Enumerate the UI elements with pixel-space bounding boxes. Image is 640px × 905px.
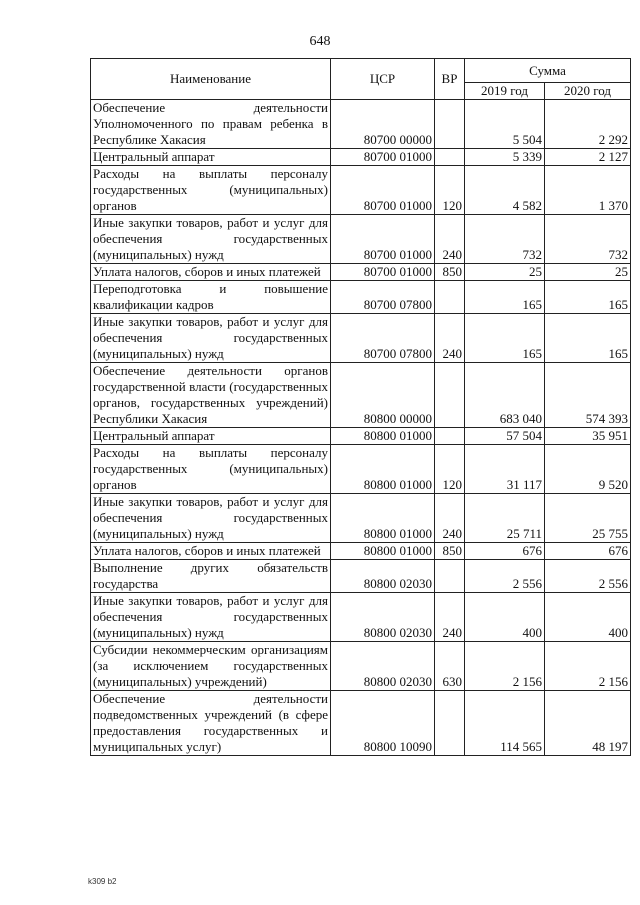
row-name: Расходы на выплаты персоналу государственных (муниципальных) органов — [91, 166, 331, 215]
row-2020: 2 127 — [545, 149, 631, 166]
row-name: Центральный аппарат — [91, 149, 331, 166]
row-2020: 2 556 — [545, 560, 631, 593]
row-2019: 732 — [465, 215, 545, 264]
table-row — [91, 264, 631, 281]
row-name: Переподготовка и повышение квалификации кадров — [91, 281, 331, 314]
table-row — [91, 166, 631, 215]
row-2020: 732 — [545, 215, 631, 264]
row-2020: 165 — [545, 314, 631, 363]
row-name: Обеспечение деятельности органов государственной власти (государственных органов, государственных учреждений) Республики Хакасия — [91, 363, 331, 428]
row-csr: 80700 07800 — [331, 314, 435, 363]
row-vr: 630 — [435, 642, 465, 691]
row-2020: 2 292 — [545, 100, 631, 149]
header-csr: ЦСР — [331, 59, 435, 100]
row-2019: 165 — [465, 314, 545, 363]
row-2019: 683 040 — [465, 363, 545, 428]
row-name: Иные закупки товаров, работ и услуг для обеспечения государственных (муниципальных) нужд — [91, 215, 331, 264]
table-row — [91, 281, 631, 314]
row-2019: 400 — [465, 593, 545, 642]
table-row — [91, 215, 631, 264]
row-2019: 114 565 — [465, 691, 545, 756]
header-name: Наименование — [91, 59, 331, 100]
row-csr: 80800 10090 — [331, 691, 435, 756]
row-2020: 400 — [545, 593, 631, 642]
row-csr: 80800 02030 — [331, 560, 435, 593]
header-year-2019: 2019 год — [465, 83, 545, 100]
row-2019: 25 711 — [465, 494, 545, 543]
row-2019: 5 504 — [465, 100, 545, 149]
row-csr: 80700 07800 — [331, 281, 435, 314]
table-row — [91, 428, 631, 445]
row-csr: 80700 01000 — [331, 215, 435, 264]
row-vr: 240 — [435, 593, 465, 642]
page-number: 648 — [309, 34, 331, 49]
row-vr: 120 — [435, 166, 465, 215]
table-row — [91, 642, 631, 691]
row-2019: 25 — [465, 264, 545, 281]
row-vr: 240 — [435, 494, 465, 543]
row-vr: 850 — [435, 264, 465, 281]
table-row — [91, 314, 631, 363]
row-2020: 25 — [545, 264, 631, 281]
row-2019: 57 504 — [465, 428, 545, 445]
header-sum: Сумма — [465, 59, 631, 83]
row-vr — [435, 149, 465, 166]
table-row — [91, 445, 631, 494]
row-name: Обеспечение деятельности Уполномоченного по правам ребенка в Республике Хакасия — [91, 100, 331, 149]
row-2020: 1 370 — [545, 166, 631, 215]
row-2020: 48 197 — [545, 691, 631, 756]
header-year-2020: 2020 год — [545, 83, 631, 100]
row-name: Уплата налогов, сборов и иных платежей — [91, 543, 331, 560]
row-2020: 165 — [545, 281, 631, 314]
row-vr: 850 — [435, 543, 465, 560]
row-2020: 676 — [545, 543, 631, 560]
row-name: Иные закупки товаров, работ и услуг для обеспечения государственных (муниципальных) нужд — [91, 593, 331, 642]
table-row — [91, 543, 631, 560]
table-row — [91, 691, 631, 756]
row-2019: 5 339 — [465, 149, 545, 166]
row-2019: 165 — [465, 281, 545, 314]
row-name: Центральный аппарат — [91, 428, 331, 445]
row-csr: 80800 01000 — [331, 543, 435, 560]
header-vr: ВР — [435, 59, 465, 100]
row-2020: 9 520 — [545, 445, 631, 494]
row-vr: 240 — [435, 215, 465, 264]
row-2019: 676 — [465, 543, 545, 560]
row-2019: 31 117 — [465, 445, 545, 494]
row-csr: 80800 01000 — [331, 494, 435, 543]
row-name: Иные закупки товаров, работ и услуг для обеспечения государственных (муниципальных) нужд — [91, 314, 331, 363]
row-2019: 4 582 — [465, 166, 545, 215]
row-csr: 80700 01000 — [331, 149, 435, 166]
row-vr — [435, 363, 465, 428]
row-csr: 80800 02030 — [331, 593, 435, 642]
row-2020: 35 951 — [545, 428, 631, 445]
table-row — [91, 494, 631, 543]
row-name: Иные закупки товаров, работ и услуг для обеспечения государственных (муниципальных) нужд — [91, 494, 331, 543]
row-vr — [435, 428, 465, 445]
table-row — [91, 593, 631, 642]
row-2020: 574 393 — [545, 363, 631, 428]
row-csr: 80800 00000 — [331, 363, 435, 428]
table-row — [91, 100, 631, 149]
footer-code: k309 b2 — [88, 877, 117, 886]
row-vr — [435, 100, 465, 149]
row-name: Субсидии некоммерческим организациям (за исключением государственных (муниципальных) учреждений) — [91, 642, 331, 691]
row-name: Расходы на выплаты персоналу государственных (муниципальных) органов — [91, 445, 331, 494]
row-vr — [435, 560, 465, 593]
row-vr — [435, 691, 465, 756]
row-2020: 25 755 — [545, 494, 631, 543]
row-csr: 80700 01000 — [331, 166, 435, 215]
row-2019: 2 556 — [465, 560, 545, 593]
row-name: Выполнение других обязательств государства — [91, 560, 331, 593]
row-csr: 80700 01000 — [331, 264, 435, 281]
table-row — [91, 560, 631, 593]
row-vr — [435, 281, 465, 314]
row-2020: 2 156 — [545, 642, 631, 691]
budget-table — [90, 58, 631, 756]
row-2019: 2 156 — [465, 642, 545, 691]
row-csr: 80700 00000 — [331, 100, 435, 149]
row-name: Обеспечение деятельности подведомственных учреждений (в сфере предоставления государственных и муниципальных услуг) — [91, 691, 331, 756]
row-vr: 120 — [435, 445, 465, 494]
table-row — [91, 149, 631, 166]
row-vr: 240 — [435, 314, 465, 363]
table-row — [91, 363, 631, 428]
row-csr: 80800 01000 — [331, 445, 435, 494]
row-csr: 80800 02030 — [331, 642, 435, 691]
row-csr: 80800 01000 — [331, 428, 435, 445]
row-name: Уплата налогов, сборов и иных платежей — [91, 264, 331, 281]
